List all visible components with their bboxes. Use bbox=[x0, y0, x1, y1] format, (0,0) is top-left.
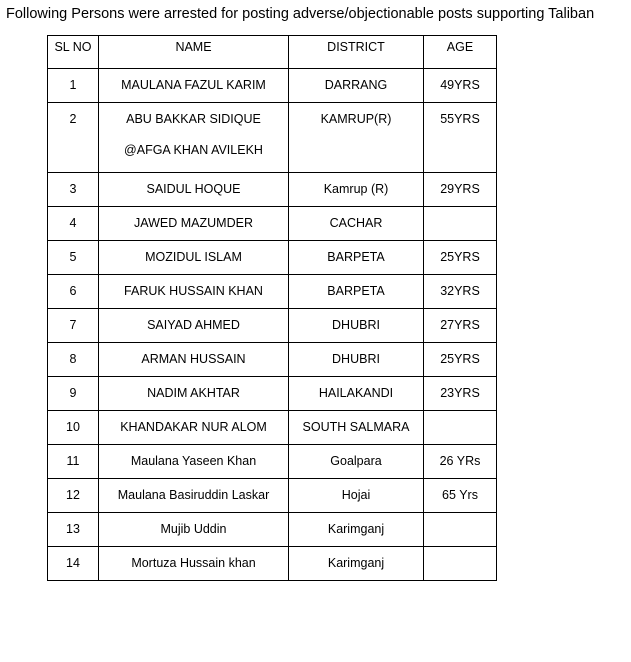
cell-name: JAWED MAZUMDER bbox=[99, 207, 289, 241]
cell-age: 29YRS bbox=[424, 173, 497, 207]
cell-sl-no: 8 bbox=[48, 343, 99, 377]
cell-sl-no: 1 bbox=[48, 69, 99, 103]
cell-name: NADIM AKHTAR bbox=[99, 377, 289, 411]
cell-name: Mortuza Hussain khan bbox=[99, 547, 289, 581]
cell-age bbox=[424, 513, 497, 547]
cell-name: Maulana Basiruddin Laskar bbox=[99, 479, 289, 513]
cell-age bbox=[424, 207, 497, 241]
cell-age: 25YRS bbox=[424, 343, 497, 377]
header-age: AGE bbox=[424, 36, 497, 69]
cell-sl-no: 2 bbox=[48, 103, 99, 173]
cell-district: Karimganj bbox=[289, 547, 424, 581]
cell-name: SAIDUL HOQUE bbox=[99, 173, 289, 207]
table-row bbox=[48, 173, 497, 207]
cell-sl-no: 12 bbox=[48, 479, 99, 513]
cell-name: KHANDAKAR NUR ALOM bbox=[99, 411, 289, 445]
table-row bbox=[48, 241, 497, 275]
cell-sl-no: 13 bbox=[48, 513, 99, 547]
cell-district: SOUTH SALMARA bbox=[289, 411, 424, 445]
cell-district: BARPETA bbox=[289, 241, 424, 275]
cell-sl-no: 10 bbox=[48, 411, 99, 445]
cell-name: FARUK HUSSAIN KHAN bbox=[99, 275, 289, 309]
cell-sl-no: 14 bbox=[48, 547, 99, 581]
cell-sl-no: 11 bbox=[48, 445, 99, 479]
table-row bbox=[48, 103, 497, 173]
cell-sl-no: 4 bbox=[48, 207, 99, 241]
table-row bbox=[48, 275, 497, 309]
cell-sl-no: 5 bbox=[48, 241, 99, 275]
name-line-2: @AFGA KHAN AVILEKH bbox=[124, 143, 263, 157]
cell-sl-no: 6 bbox=[48, 275, 99, 309]
table-row bbox=[48, 69, 497, 103]
table-row bbox=[48, 445, 497, 479]
cell-name: MOZIDUL ISLAM bbox=[99, 241, 289, 275]
cell-age: 25YRS bbox=[424, 241, 497, 275]
cell-age: 23YRS bbox=[424, 377, 497, 411]
cell-district: Goalpara bbox=[289, 445, 424, 479]
cell-district: Kamrup (R) bbox=[289, 173, 424, 207]
cell-sl-no: 7 bbox=[48, 309, 99, 343]
cell-district: Hojai bbox=[289, 479, 424, 513]
cell-age: 32YRS bbox=[424, 275, 497, 309]
cell-age bbox=[424, 411, 497, 445]
cell-district: DHUBRI bbox=[289, 309, 424, 343]
cell-name: MAULANA FAZUL KARIM bbox=[99, 69, 289, 103]
header-district: DISTRICT bbox=[289, 36, 424, 69]
document-heading: Following Persons were arrested for posting adverse/objectionable posts supporting Taliban bbox=[6, 6, 595, 22]
table-row bbox=[48, 309, 497, 343]
cell-district: Karimganj bbox=[289, 513, 424, 547]
table-row bbox=[48, 513, 497, 547]
table-row bbox=[48, 343, 497, 377]
cell-age: 27YRS bbox=[424, 309, 497, 343]
table-row bbox=[48, 207, 497, 241]
cell-age bbox=[424, 547, 497, 581]
cell-district: HAILAKANDI bbox=[289, 377, 424, 411]
cell-district: DARRANG bbox=[289, 69, 424, 103]
cell-name: SAIYAD AHMED bbox=[99, 309, 289, 343]
cell-name bbox=[99, 103, 289, 173]
table-row bbox=[48, 377, 497, 411]
cell-sl-no: 3 bbox=[48, 173, 99, 207]
table-row bbox=[48, 411, 497, 445]
cell-district: CACHAR bbox=[289, 207, 424, 241]
table-row bbox=[48, 547, 497, 581]
cell-age: 26 YRs bbox=[424, 445, 497, 479]
arrested-persons-table bbox=[47, 35, 497, 581]
header-sl-no: SL NO bbox=[48, 36, 99, 69]
cell-district: BARPETA bbox=[289, 275, 424, 309]
name-line-1: ABU BAKKAR SIDIQUE bbox=[126, 112, 261, 126]
table-row bbox=[48, 479, 497, 513]
cell-name: ARMAN HUSSAIN bbox=[99, 343, 289, 377]
cell-name: Mujib Uddin bbox=[99, 513, 289, 547]
cell-name: Maulana Yaseen Khan bbox=[99, 445, 289, 479]
cell-district: KAMRUP(R) bbox=[289, 103, 424, 173]
cell-district: DHUBRI bbox=[289, 343, 424, 377]
cell-sl-no: 9 bbox=[48, 377, 99, 411]
cell-age: 49YRS bbox=[424, 69, 497, 103]
header-name: NAME bbox=[99, 36, 289, 69]
cell-age: 65 Yrs bbox=[424, 479, 497, 513]
cell-age: 55YRS bbox=[424, 103, 497, 173]
table-header-row bbox=[48, 36, 497, 69]
